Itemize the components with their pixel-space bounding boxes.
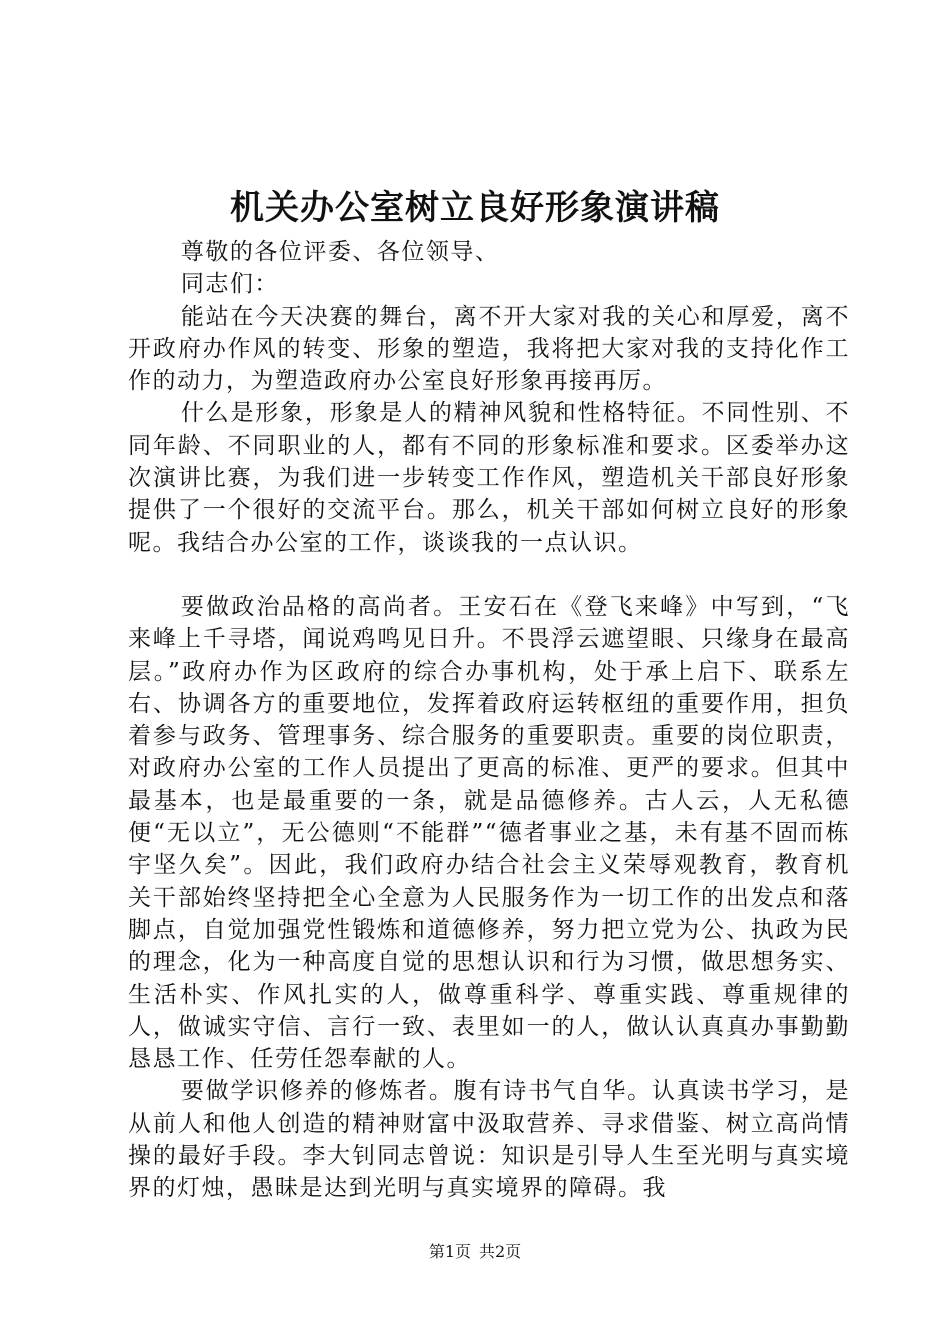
salutation-line-1: 尊敬的各位评委、各位领导、 bbox=[180, 239, 500, 265]
document-body bbox=[128, 236, 850, 1205]
page-footer bbox=[0, 1240, 950, 1264]
paragraph-opening: 能站在今天决赛的舞台，离不开大家对我的关心和厚爱，离不开政府办作风的转变、形象的塑造，我将把大家对我的支持化作工作的动力，为塑造政府办公室良好形象再接再厉。 bbox=[128, 303, 850, 395]
page-number-current: 第1页 bbox=[428, 1242, 471, 1261]
paragraph-image-definition: 什么是形象，形象是人的精神风貌和性格特征。不同性别、不同年龄、不同职业的人，都有不同的形象标准和要求。区委举办这次演讲比赛，为我们进一步转变工作作风，塑造机关干部良好形象提供了一个很好的交流平台。那么，机关干部如何树立良好的形象呢。我结合办公室的工作，谈谈我的一点认识。 bbox=[128, 400, 850, 556]
page-number-total: 共2页 bbox=[479, 1242, 522, 1261]
paragraph-knowledge-cultivation: 要做学识修养的修炼者。腹有诗书气自华。认真读书学习，是从前人和他人创造的精神财富中汲取营养、寻求借鉴、树立高尚情操的最好手段。李大钊同志曾说：知识是引导人生至光明与真实境界的灯烛，愚昧是达到光明与真实境界的障碍。我 bbox=[128, 1078, 850, 1202]
salutation-line-2: 同志们： bbox=[180, 271, 279, 298]
document-title: 机关办公室树立良好形象演讲稿 bbox=[230, 188, 720, 228]
paragraph-political-character: 要做政治品格的高尚者。王安石在《登飞来峰》中写到，“飞来峰上千寻塔，闻说鸡鸣见日升。不畏浮云遮望眼、只缘身在最高层。”政府办作为区政府的综合办事机构，处于承上启下、联系左右、协调各方的重要地位，发挥着政府运转枢纽的重要作用，担负着参与政务、管理事务、综合服务的重要职责。重要的岗位职责，对政府办公室的工作人员提出了更高的标准、更严的要求。但其中最基本，也是最重要的一条，就是品德修养。古人云，人无私德便“无以立”，无公德则“不能群”“德者事业之基，未有基不固而栋宇坚久矣”。因此，我们政府办结合社会主义荣辱观教育，教育机关干部始终坚持把全心全意为人民服务作为一切工作的出发点和落脚点，自觉加强党性锻炼和道德修养，努力把立党为公、执政为民的理念，化为一种高度自觉的思想认识和行为习惯，做思想务实、生活朴实、作风扎实的人，做尊重科学、尊重实践、尊重规律的人，做诚实守信、言行一致、表里如一的人，做认认真真办事勤勤恳恳工作、任劳任怨奉献的人。 bbox=[128, 593, 850, 1073]
